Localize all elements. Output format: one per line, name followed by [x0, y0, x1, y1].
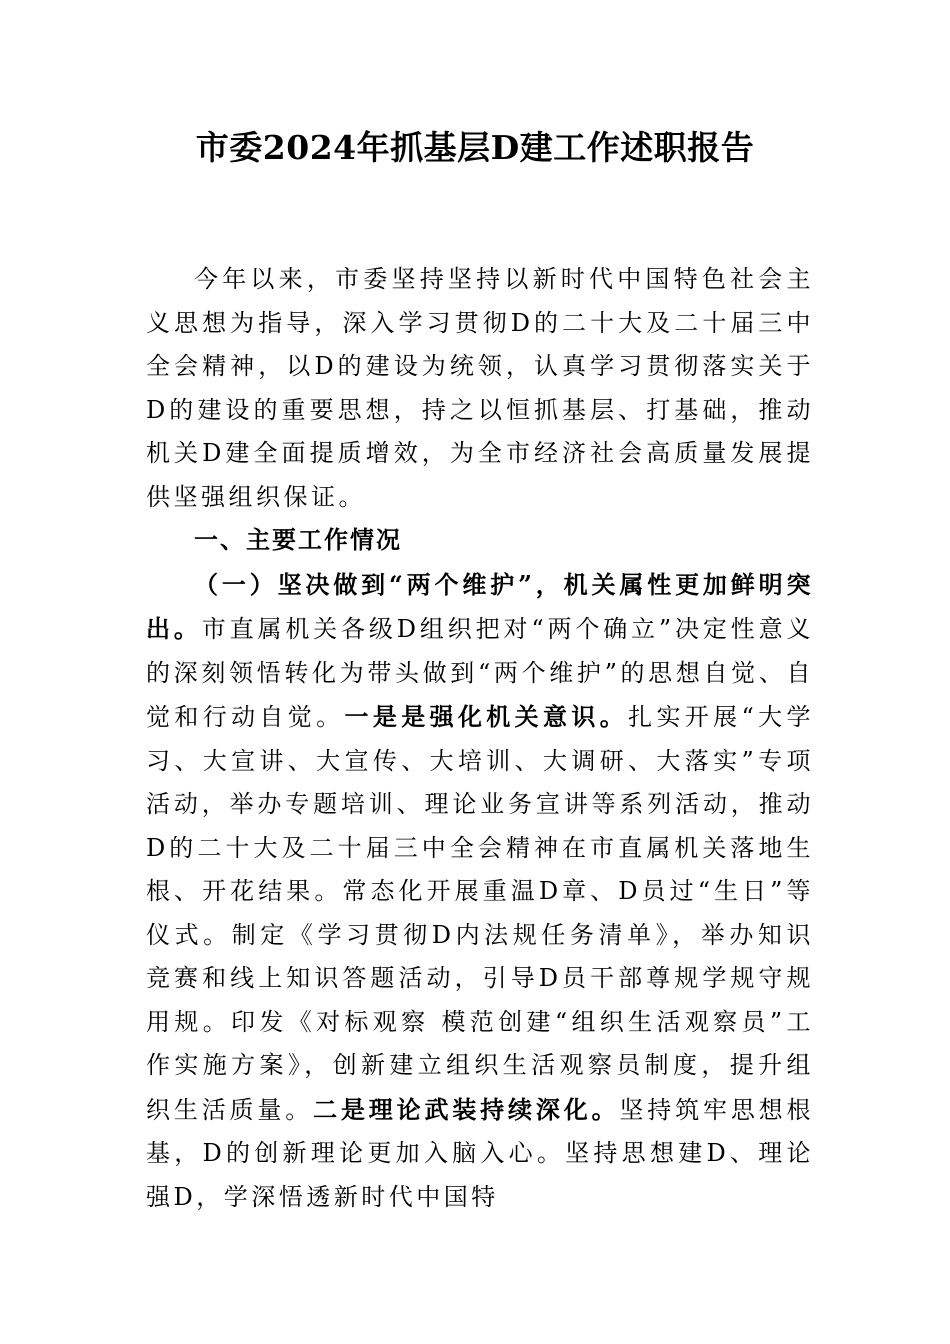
- document-body: [146, 258, 814, 1219]
- point-2-heading: 二是理论武装持续深化。: [313, 1094, 620, 1124]
- subsection-heading-two-safeguards: （一）坚决做到“两个维护”，机关属性更加鲜明突出。: [146, 569, 814, 643]
- point-1-text: 扎实开展“大学习、大宣讲、大宣传、大培训、大调研、大落实”专项活动，举办专题培训、理论业务宣讲等系列活动，推动D的二十大及二十届三中全会精神在市直属机关落地生根、开花结果。常态化开展重温D章、D员过“生日”等仪式。制定《学习贯彻D内法规任务清单》，举办知识竞赛和线上知识答题活动，引导D员干部尊规学规守规用规。印发《对标观察 模范创建“组织生活观察员”工作实施方案》，创新建立组织生活观察员制度，提升组织生活质量。: [146, 703, 815, 1124]
- intro-paragraph: 今年以来，市委坚持坚持以新时代中国特色社会主义思想为指导，深入学习贯彻D的二十大及二十届三中全会精神，以D的建设为统领，认真学习贯彻落实关于D的建设的重要思想，持之以恒抓基层、打基础，推动机关D建全面提质增效，为全市经济社会高质量发展提供坚强组织保证。: [146, 265, 814, 511]
- subsection-paragraph: [146, 563, 814, 1220]
- subsection-text: 市直属机关各级D组织把对“两个确立”决定性意义的深刻领悟转化为带头做到“两个维护”的思想自觉、自觉和行动自觉。: [146, 615, 815, 731]
- point-1-heading: 一是是强化机关意识。: [344, 702, 629, 731]
- point-2-text: 坚持筑牢思想根基，D的创新理论更加入脑入心。坚持思想建D、理论强D，学深悟透新时代中国特: [146, 1095, 815, 1211]
- document-title: 市委2024年抓基层D建工作述职报告: [195, 128, 755, 167]
- section-heading-main-work: 一、主要工作情况: [194, 526, 402, 554]
